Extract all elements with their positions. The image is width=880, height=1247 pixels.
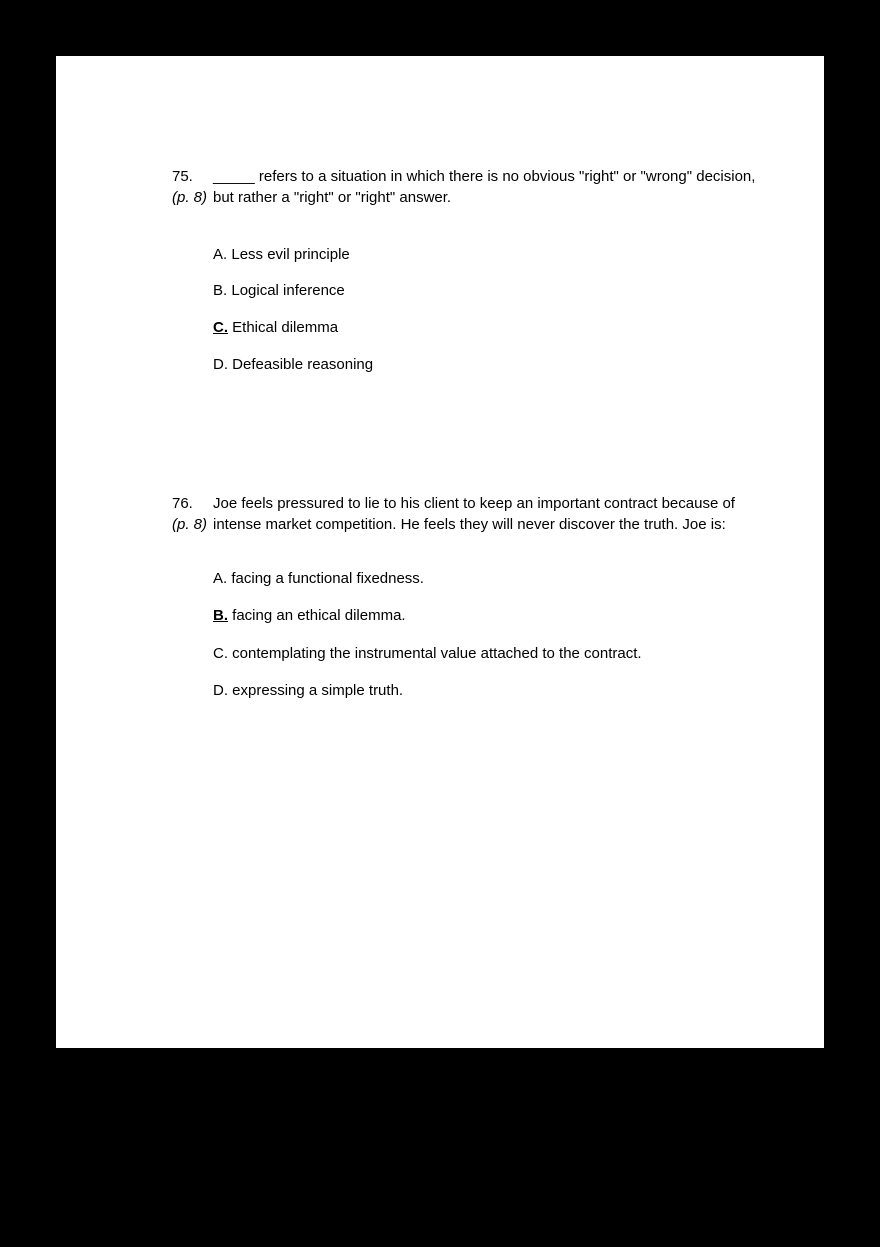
document-page — [56, 56, 824, 1048]
question-text-line2: but rather a "right" or "right" answer. — [213, 189, 452, 206]
option-b-correct — [213, 607, 406, 625]
question-text-line1: Joe feels pressured to lie to his client to keep an important contract because of — [213, 495, 735, 512]
option-a — [213, 570, 424, 588]
page-reference: (p. 8) — [172, 189, 208, 206]
option-letter-correct: C. — [213, 319, 228, 336]
question-75 — [172, 166, 772, 208]
page-reference: (p. 8) — [172, 516, 208, 533]
option-letter: D. — [213, 356, 228, 373]
question-text-line2: intense market competition. He feels they will never discover the truth. Joe is: — [213, 516, 726, 533]
option-text: Defeasible reasoning — [228, 356, 374, 373]
option-letter: A. — [213, 570, 228, 587]
option-text: contemplating the instrumental value attached to the contract. — [228, 645, 642, 662]
option-b — [213, 282, 345, 300]
question-number: 76. — [172, 495, 193, 512]
option-d — [213, 356, 373, 374]
option-letter-correct: B. — [213, 607, 228, 624]
option-c-correct — [213, 319, 338, 337]
option-letter: A. — [213, 246, 228, 263]
option-letter: B. — [213, 282, 228, 299]
option-a — [213, 246, 350, 264]
option-text: Logical inference — [227, 282, 345, 299]
option-text: expressing a simple truth. — [228, 682, 404, 699]
question-76 — [172, 493, 772, 535]
option-letter: C. — [213, 645, 228, 662]
option-text: facing an ethical dilemma. — [228, 607, 406, 624]
option-text: Ethical dilemma — [228, 319, 339, 336]
option-text: facing a functional fixedness. — [227, 570, 424, 587]
option-c — [213, 645, 642, 663]
option-letter: D. — [213, 682, 228, 699]
question-number: 75. — [172, 168, 193, 185]
option-text: Less evil principle — [227, 246, 350, 263]
option-d — [213, 682, 403, 700]
question-text-line1: _____ refers to a situation in which there is no obvious "right" or "wrong" decision, — [213, 168, 756, 185]
